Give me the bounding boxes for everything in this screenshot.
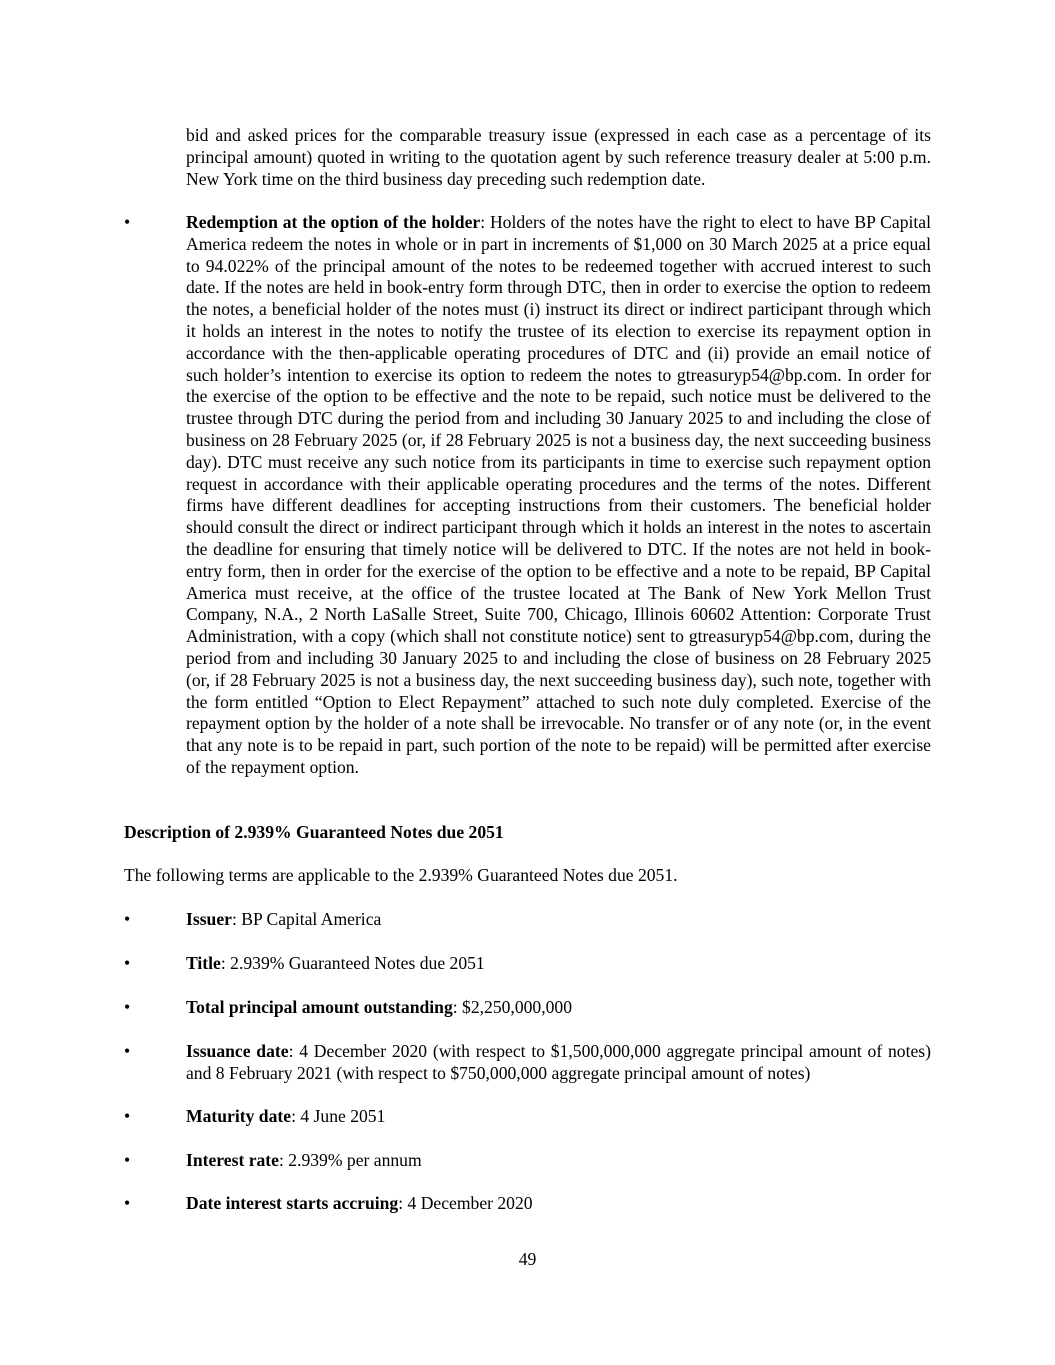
term-text — [186, 1041, 931, 1085]
bullet-icon: • — [124, 953, 131, 973]
term-value: : 4 June 2051 — [291, 1106, 386, 1126]
section-heading: Description of 2.939% Guaranteed Notes due 2051 — [124, 822, 504, 842]
term-value: : $2,250,000,000 — [452, 997, 572, 1017]
section-intro: The following terms are applicable to the 2.939% Guaranteed Notes due 2051. — [124, 865, 678, 885]
bullet-icon: • — [124, 997, 131, 1017]
term-value: : 2.939% per annum — [278, 1150, 422, 1170]
term-text — [186, 909, 946, 931]
redemption-paragraph — [186, 212, 931, 779]
term-label: Date interest starts accruing — [186, 1193, 399, 1213]
term-text — [186, 1150, 946, 1172]
term-value: : BP Capital America — [231, 909, 382, 929]
redemption-text: : Holders of the notes have the right to elect to have BP Capital America redeem the notes in whole or in part in increments of $1,000 on 30 March 2025 at a price equal to 94.022% of the principal amount of the notes to be redeemed together with accrued interest to such date. If the notes are held in book-entry form through DTC, then in order to exercise the option to redeem the notes, a beneficial holder of the notes must (i) instruct its direct or indirect participant through which it holds an interest in the notes to notify the trustee of its election to exercise its repayment option in accordance with the then-applicable operating procedures of DTC and (ii) provide an email notice of such holder’s intention to exercise its option to redeem the notes to gtreasuryp54@bp.com. In order for the exercise of the option to be effective and the note to be repaid, such notice must be delivered to the trustee through DTC during the period from and including 30 January 2025 to and including the close of business on 28 February 2025 (or, if 28 February 2025 is not a business day, the next succeeding business day). DTC must receive any such notice from its participants in time to exercise such repayment option request in accordance with their applicable operating procedures and the terms of the notes. Different firms have different deadlines for accepting instructions from their customers. The beneficial holder should consult the direct or indirect participant through which it holds an interest in the notes to ascertain the deadline for ensuring that timely notice will be delivered to DTC. If the notes are not held in book-entry form, then in order for the exercise of the option to be effective and a note to be repaid, BP Capital America must receive, at the office of the trustee located at The Bank of New York Mellon Trust Company, N.A., 2 North LaSalle Street, Suite 700, Chicago, Illinois 60602 Attention: Corporate Trust Administration, with a copy (which shall not constitute notice) sent to gtreasuryp54@bp.com, during the period from and including 30 January 2025 to and including the close of business on 28 February 2025 (or, if 28 February 2025 is not a business day, the next succeeding business day), such note, together with the form entitled “Option to Elect Repayment” attached to such note duly completed. Exercise of the repayment option by the holder of a note shall be irrevocable. No transfer or of any note (or, in the event that any note is to be repaid in part, such portion of the note to be repaid) will be permitted after exercise of the repayment option. — [186, 212, 931, 777]
term-value: : 4 December 2020 (with respect to $1,500,000,000 aggregate principal amount of notes) and 8 February 2021 (with respect to $750,000,000 aggregate principal amount of notes) — [186, 1041, 931, 1083]
bullet-icon: • — [124, 212, 131, 232]
term-text — [186, 1193, 946, 1215]
term-value: : 4 December 2020 — [398, 1193, 533, 1213]
bullet-icon: • — [124, 1106, 131, 1126]
bullet-icon: • — [124, 1193, 131, 1213]
term-label: Interest rate — [186, 1150, 279, 1170]
redemption-label: Redemption at the option of the holder — [186, 212, 481, 232]
term-label: Issuer — [186, 909, 232, 929]
term-label: Issuance date — [186, 1041, 289, 1061]
page-number: 49 — [518, 1249, 537, 1269]
term-text — [186, 997, 946, 1019]
bullet-icon: • — [124, 909, 131, 929]
continuation-paragraph: bid and asked prices for the comparable treasury issue (expressed in each case as a percentage of its principal amount) quoted in writing to the quotation agent by such reference treasury dealer at 5:00 p.m. New York time on the third business day preceding such redemption date. — [186, 125, 931, 189]
bullet-icon: • — [124, 1150, 131, 1170]
term-text — [186, 1106, 946, 1128]
term-value: : 2.939% Guaranteed Notes due 2051 — [220, 953, 485, 973]
bullet-icon: • — [124, 1041, 131, 1061]
term-label: Maturity date — [186, 1106, 292, 1126]
term-label: Total principal amount outstanding — [186, 997, 453, 1017]
term-label: Title — [186, 953, 221, 973]
term-text — [186, 953, 946, 975]
